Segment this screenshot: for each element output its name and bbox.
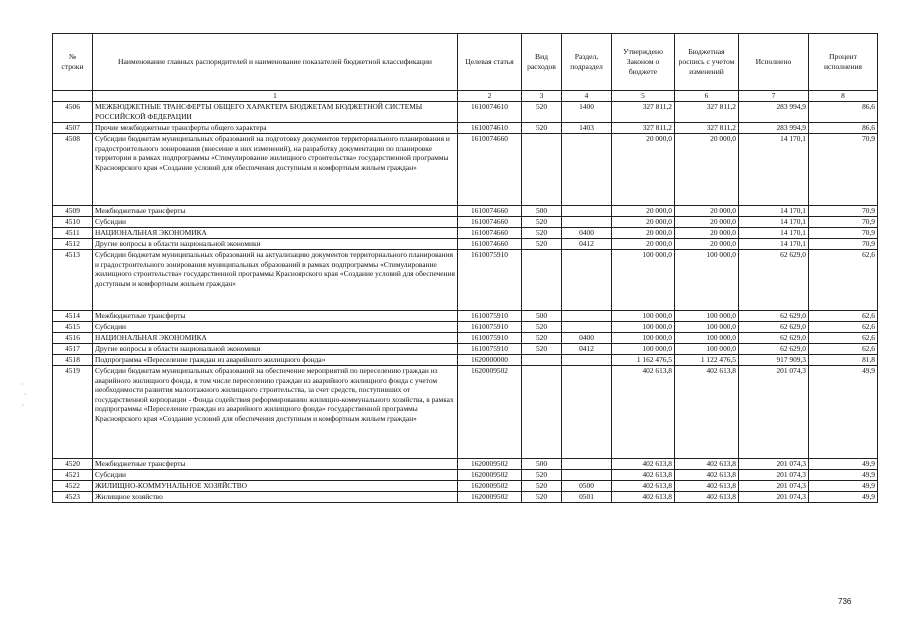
cell-approved: 1 162 476,5 xyxy=(612,355,675,366)
cell-approved: 20 000,0 xyxy=(612,217,675,228)
column-number: 7 xyxy=(739,91,809,102)
cell-percent: 70,9 xyxy=(809,206,878,217)
table-row xyxy=(53,481,878,492)
cell-percent: 49,9 xyxy=(809,366,878,459)
table-row xyxy=(53,492,878,503)
cell-budget-schedule: 100 000,0 xyxy=(675,250,739,311)
cell-target-article: 1620009502 xyxy=(458,492,522,503)
cell-name: Подпрограмма «Переселение граждан из аварийного жилищного фонда» xyxy=(93,355,458,366)
budget-execution-table xyxy=(52,33,878,503)
cell-budget-schedule: 20 000,0 xyxy=(675,206,739,217)
table-row xyxy=(53,250,878,311)
cell-expense-type xyxy=(522,366,562,459)
cell-name: Межбюджетные трансферты xyxy=(93,459,458,470)
cell-section xyxy=(562,355,612,366)
cell-budget-schedule: 402 613,8 xyxy=(675,481,739,492)
column-number: 3 xyxy=(522,91,562,102)
cell-expense-type: 520 xyxy=(522,217,562,228)
cell-row-number: 4515 xyxy=(53,322,93,333)
cell-budget-schedule: 402 613,8 xyxy=(675,492,739,503)
cell-section xyxy=(562,206,612,217)
cell-expense-type xyxy=(522,250,562,311)
cell-row-number: 4520 xyxy=(53,459,93,470)
cell-approved: 20 000,0 xyxy=(612,239,675,250)
cell-budget-schedule: 20 000,0 xyxy=(675,228,739,239)
cell-percent: 62,6 xyxy=(809,322,878,333)
cell-budget-schedule: 100 000,0 xyxy=(675,322,739,333)
header-name: Наименование главных распорядителей и наименование показателей бюджетной классификации xyxy=(93,34,458,91)
cell-row-number: 4510 xyxy=(53,217,93,228)
cell-section: 1403 xyxy=(562,123,612,134)
cell-expense-type: 520 xyxy=(522,470,562,481)
header-target-article: Целевая статья xyxy=(458,34,522,91)
cell-budget-schedule: 1 122 476,5 xyxy=(675,355,739,366)
cell-section: 1400 xyxy=(562,102,612,123)
cell-approved: 100 000,0 xyxy=(612,344,675,355)
cell-budget-schedule: 20 000,0 xyxy=(675,217,739,228)
column-number-row xyxy=(53,91,878,102)
header-expense-type: Вид расходов xyxy=(522,34,562,91)
header-row-number: № строки xyxy=(53,34,93,91)
cell-name: Другие вопросы в области национальной экономики xyxy=(93,344,458,355)
cell-section xyxy=(562,459,612,470)
cell-section xyxy=(562,322,612,333)
cell-expense-type: 500 xyxy=(522,459,562,470)
cell-target-article: 1620009502 xyxy=(458,470,522,481)
cell-target-article: 1610074660 xyxy=(458,239,522,250)
cell-percent: 86,6 xyxy=(809,102,878,123)
cell-target-article: 1610074610 xyxy=(458,102,522,123)
cell-expense-type: 520 xyxy=(522,481,562,492)
column-number: 4 xyxy=(562,91,612,102)
cell-percent: 62,6 xyxy=(809,250,878,311)
cell-target-article: 1610074660 xyxy=(458,228,522,239)
cell-row-number: 4514 xyxy=(53,311,93,322)
table-row xyxy=(53,239,878,250)
cell-approved: 100 000,0 xyxy=(612,333,675,344)
cell-approved: 402 613,8 xyxy=(612,481,675,492)
column-number: 1 xyxy=(93,91,458,102)
cell-expense-type: 520 xyxy=(522,492,562,503)
cell-executed: 917 909,3 xyxy=(739,355,809,366)
cell-expense-type: 520 xyxy=(522,123,562,134)
cell-percent: 49,9 xyxy=(809,459,878,470)
cell-section xyxy=(562,311,612,322)
cell-name: Субсидии бюджетам муниципальных образований на актуализацию документов территориального планирования и градостроительного зонирования муниципальных образований в рамках подпрограммы «Стимулирование жилищного строительства» государственной программы Красноярского края «Создание условий для обеспечения доступным и комфортным жильем граждан» xyxy=(93,250,458,311)
cell-section: 0412 xyxy=(562,239,612,250)
table-row xyxy=(53,333,878,344)
cell-executed: 62 629,0 xyxy=(739,311,809,322)
cell-section xyxy=(562,134,612,206)
table-row xyxy=(53,366,878,459)
cell-approved: 100 000,0 xyxy=(612,311,675,322)
cell-percent: 49,9 xyxy=(809,481,878,492)
cell-percent: 49,9 xyxy=(809,492,878,503)
table-row xyxy=(53,344,878,355)
cell-name: Жилищное хозяйство xyxy=(93,492,458,503)
cell-executed: 14 170,1 xyxy=(739,134,809,206)
cell-name: Межбюджетные трансферты xyxy=(93,311,458,322)
cell-approved: 20 000,0 xyxy=(612,206,675,217)
cell-name: Другие вопросы в области национальной экономики xyxy=(93,239,458,250)
cell-target-article: 1610075910 xyxy=(458,344,522,355)
cell-row-number: 4508 xyxy=(53,134,93,206)
cell-row-number: 4506 xyxy=(53,102,93,123)
cell-target-article: 1610074660 xyxy=(458,134,522,206)
cell-expense-type: 520 xyxy=(522,239,562,250)
cell-approved: 402 613,8 xyxy=(612,459,675,470)
cell-target-article: 1610074660 xyxy=(458,217,522,228)
cell-row-number: 4522 xyxy=(53,481,93,492)
cell-expense-type xyxy=(522,355,562,366)
cell-percent: 62,6 xyxy=(809,344,878,355)
cell-row-number: 4517 xyxy=(53,344,93,355)
cell-name: Субсидии xyxy=(93,470,458,481)
cell-expense-type: 520 xyxy=(522,102,562,123)
cell-executed: 283 994,9 xyxy=(739,123,809,134)
cell-executed: 201 074,3 xyxy=(739,459,809,470)
cell-section xyxy=(562,217,612,228)
table-row xyxy=(53,123,878,134)
cell-name: Субсидии бюджетам муниципальных образований на обеспечение мероприятий по переселению граждан из аварийного жилищного фонда, в том числе переселению граждан из аварийного жилищного фонда с учетом необходимости развития малоэтажного жилищного строительства, за счет средств, поступивших от государственной корпорации - Фонда содействия реформированию жилищно-коммунального хозяйства, в рамках подпрограммы «Переселение граждан из аварийного жилищного фонда» государственной программы Красноярского края «Создание условий для обеспечения доступным и комфортным жильем граждан» xyxy=(93,366,458,459)
header-section: Раздел, подраздел xyxy=(562,34,612,91)
cell-approved: 402 613,8 xyxy=(612,470,675,481)
cell-budget-schedule: 20 000,0 xyxy=(675,239,739,250)
cell-name: НАЦИОНАЛЬНАЯ ЭКОНОМИКА xyxy=(93,228,458,239)
cell-approved: 327 811,2 xyxy=(612,123,675,134)
cell-budget-schedule: 327 811,2 xyxy=(675,102,739,123)
header-executed: Исполнено xyxy=(739,34,809,91)
cell-budget-schedule: 402 613,8 xyxy=(675,470,739,481)
cell-row-number: 4518 xyxy=(53,355,93,366)
cell-name: Прочие межбюджетные трансферты общего характера xyxy=(93,123,458,134)
cell-name: Межбюджетные трансферты xyxy=(93,206,458,217)
cell-section: 0400 xyxy=(562,333,612,344)
cell-executed: 62 629,0 xyxy=(739,322,809,333)
cell-section: 0501 xyxy=(562,492,612,503)
cell-name: НАЦИОНАЛЬНАЯ ЭКОНОМИКА xyxy=(93,333,458,344)
cell-percent: 70,9 xyxy=(809,239,878,250)
column-number: 2 xyxy=(458,91,522,102)
cell-expense-type: 500 xyxy=(522,206,562,217)
cell-row-number: 4519 xyxy=(53,366,93,459)
header-budget-schedule: Бюджетная роспись с учетом изменений xyxy=(675,34,739,91)
cell-section xyxy=(562,470,612,481)
cell-section xyxy=(562,250,612,311)
cell-row-number: 4521 xyxy=(53,470,93,481)
cell-row-number: 4509 xyxy=(53,206,93,217)
cell-executed: 62 629,0 xyxy=(739,344,809,355)
table-row xyxy=(53,470,878,481)
table-row xyxy=(53,311,878,322)
cell-approved: 327 811,2 xyxy=(612,102,675,123)
header-percent: Процент исполнения xyxy=(809,34,878,91)
cell-percent: 62,6 xyxy=(809,333,878,344)
header-approved: Утверждено Законом о бюджете xyxy=(612,34,675,91)
page-number: 736 xyxy=(838,597,852,606)
column-number: 5 xyxy=(612,91,675,102)
cell-target-article: 1610075910 xyxy=(458,311,522,322)
column-number: 8 xyxy=(809,91,878,102)
cell-budget-schedule: 100 000,0 xyxy=(675,333,739,344)
column-number: 6 xyxy=(675,91,739,102)
cell-percent: 49,9 xyxy=(809,470,878,481)
cell-approved: 100 000,0 xyxy=(612,250,675,311)
cell-executed: 201 074,3 xyxy=(739,492,809,503)
table-row xyxy=(53,459,878,470)
cell-executed: 62 629,0 xyxy=(739,250,809,311)
table-body xyxy=(53,102,878,503)
cell-section: 0412 xyxy=(562,344,612,355)
cell-budget-schedule: 20 000,0 xyxy=(675,134,739,206)
cell-target-article: 1620009502 xyxy=(458,366,522,459)
cell-name: Субсидии xyxy=(93,217,458,228)
cell-percent: 70,9 xyxy=(809,217,878,228)
table-row xyxy=(53,355,878,366)
cell-target-article: 1620000000 xyxy=(458,355,522,366)
cell-target-article: 1610075910 xyxy=(458,322,522,333)
cell-row-number: 4523 xyxy=(53,492,93,503)
cell-row-number: 4513 xyxy=(53,250,93,311)
cell-percent: 70,9 xyxy=(809,134,878,206)
cell-percent: 86,6 xyxy=(809,123,878,134)
cell-approved: 20 000,0 xyxy=(612,134,675,206)
table-row xyxy=(53,134,878,206)
cell-approved: 402 613,8 xyxy=(612,366,675,459)
cell-name: МЕЖБЮДЖЕТНЫЕ ТРАНСФЕРТЫ ОБЩЕГО ХАРАКТЕРА БЮДЖЕТАМ БЮДЖЕТНОЙ СИСТЕМЫ РОССИЙСКОЙ ФЕДЕРАЦИИ xyxy=(93,102,458,123)
cell-percent: 81,8 xyxy=(809,355,878,366)
cell-expense-type: 520 xyxy=(522,333,562,344)
cell-expense-type: 520 xyxy=(522,322,562,333)
cell-section xyxy=(562,366,612,459)
table-row xyxy=(53,322,878,333)
cell-expense-type: 520 xyxy=(522,344,562,355)
cell-approved: 20 000,0 xyxy=(612,228,675,239)
cell-row-number: 4516 xyxy=(53,333,93,344)
cell-expense-type xyxy=(522,134,562,206)
cell-section: 0500 xyxy=(562,481,612,492)
scan-specks xyxy=(20,380,28,410)
cell-executed: 201 074,3 xyxy=(739,470,809,481)
cell-name: ЖИЛИЩНО-КОММУНАЛЬНОЕ ХОЗЯЙСТВО xyxy=(93,481,458,492)
cell-budget-schedule: 100 000,0 xyxy=(675,344,739,355)
cell-budget-schedule: 402 613,8 xyxy=(675,366,739,459)
cell-executed: 62 629,0 xyxy=(739,333,809,344)
cell-executed: 14 170,1 xyxy=(739,239,809,250)
cell-executed: 201 074,3 xyxy=(739,481,809,492)
cell-executed: 14 170,1 xyxy=(739,206,809,217)
cell-executed: 14 170,1 xyxy=(739,217,809,228)
cell-executed: 283 994,9 xyxy=(739,102,809,123)
cell-percent: 62,6 xyxy=(809,311,878,322)
cell-approved: 402 613,8 xyxy=(612,492,675,503)
table-row xyxy=(53,228,878,239)
cell-target-article: 1610074660 xyxy=(458,206,522,217)
table-row xyxy=(53,102,878,123)
cell-budget-schedule: 327 811,2 xyxy=(675,123,739,134)
cell-target-article: 1620009502 xyxy=(458,481,522,492)
table-header-row xyxy=(53,34,878,91)
cell-target-article: 1610075910 xyxy=(458,250,522,311)
cell-name: Субсидии бюджетам муниципальных образований на подготовку документов территориального планирования и градостроительного зонирования (внесение в них изменений), на разработку документации по планировке территории в рамках подпрограммы «Стимулирование жилищного строительства» государственной программы Красноярского края «Создание условий для обеспечения доступным и комфортным жильем граждан» xyxy=(93,134,458,206)
cell-target-article: 1610074610 xyxy=(458,123,522,134)
table-row xyxy=(53,206,878,217)
cell-section: 0400 xyxy=(562,228,612,239)
cell-target-article: 1620009502 xyxy=(458,459,522,470)
cell-name: Субсидии xyxy=(93,322,458,333)
cell-budget-schedule: 100 000,0 xyxy=(675,311,739,322)
cell-executed: 14 170,1 xyxy=(739,228,809,239)
cell-budget-schedule: 402 613,8 xyxy=(675,459,739,470)
cell-row-number: 4512 xyxy=(53,239,93,250)
cell-executed: 201 074,3 xyxy=(739,366,809,459)
cell-percent: 70,9 xyxy=(809,228,878,239)
cell-row-number: 4507 xyxy=(53,123,93,134)
table-row xyxy=(53,217,878,228)
cell-expense-type: 500 xyxy=(522,311,562,322)
cell-approved: 100 000,0 xyxy=(612,322,675,333)
cell-expense-type: 520 xyxy=(522,228,562,239)
cell-target-article: 1610075910 xyxy=(458,333,522,344)
cell-row-number: 4511 xyxy=(53,228,93,239)
